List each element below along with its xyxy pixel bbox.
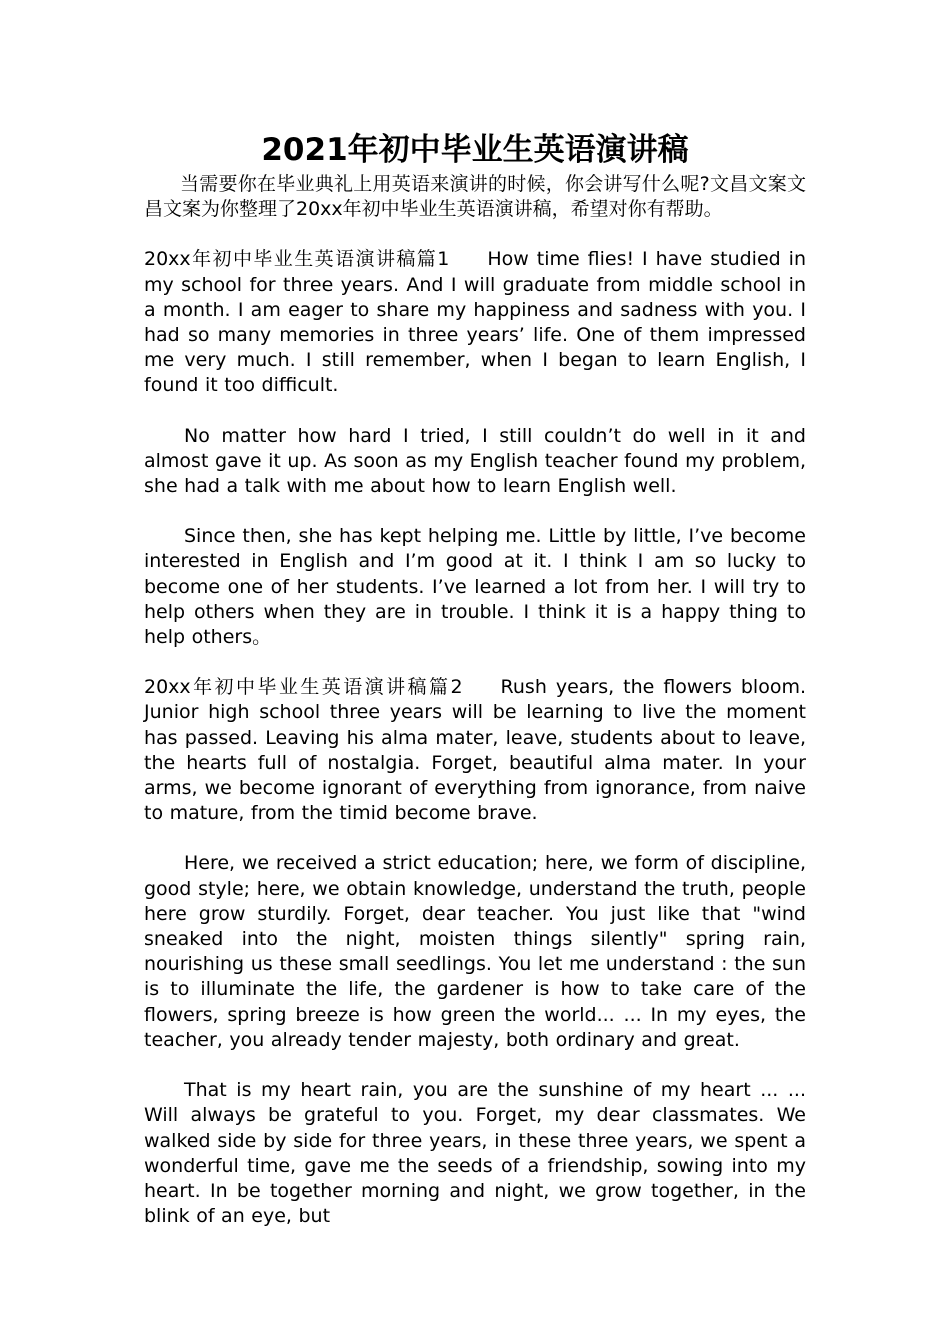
section-1-paragraph-2: No matter how hard I tried, I still couldn’t do well in it and almost gave it up. As soon as my English teacher found my problem, she had a talk with me about how to learn English well. bbox=[144, 424, 807, 498]
section-2-heading: 20xx年初中毕业生英语演讲稿篇2 bbox=[144, 676, 463, 699]
document-title: 2021年初中毕业生英语演讲稿 bbox=[261, 132, 689, 168]
section-1-paragraph-1-text: How time flies! I have studied in my school for three years. And I will graduate from middle school in a month. I am eager to share my happiness and sadness with you. I had so many memories in three years’ life. One of them impressed me very much. I still remember, when I began to learn English, I found it too difficult. bbox=[144, 248, 806, 397]
section-2-paragraph-3: That is my heart rain, you are the sunshine of my heart ... ... Will always be grateful to you. Forget, my dear classmates. We walked side by side for three years, in these three years, we spent a wonderful time, gave me the seeds of a friendship, sowing into my heart. In be together morning and night, we grow together, in the blink of an eye, but bbox=[144, 1079, 806, 1228]
section-1-paragraph-3: Since then, she has kept helping me. Little by little, I’ve become interested in English and I’m good at it. I think I am so lucky to become one of her students. I’ve learned a lot from her. I will try to help others when they are in trouble. I think it is a happy thing to help others。 bbox=[144, 525, 806, 649]
section-2-paragraph-1 bbox=[144, 675, 806, 826]
section-2-paragraph-1-text: Rush years, the flowers bloom. Junior high school three years will be learning to live the moment has passed. Leaving his alma mater, leave, students about to leave, the hearts full of nostalgia. Forget, beautiful alma mater. In your arms, we become ignorant of everything from ignorance, from naive to mature, from the timid become brave. bbox=[144, 676, 806, 825]
section-1-heading: 20xx年初中毕业生英语演讲稿篇1 bbox=[144, 248, 450, 271]
section-2-paragraph-2: Here, we received a strict education; here, we form of discipline, good style; here, we obtain knowledge, understand the truth, people here grow sturdily. Forget, dear teacher. You just like that "wind sneaked into the night, moisten things silently" spring rain, nourishing us these small seedlings. You let me understand : the sun is to illuminate the life, the gardener is how to take care of the flowers, spring breeze is how green the world... ... In my eyes, the teacher, you already tender majesty, both ordinary and great. bbox=[144, 852, 806, 1051]
intro-paragraph: 当需要你在毕业典礼上用英语来演讲的时候，你会讲写什么呢?文昌文案文昌文案为你整理了20xx年初中毕业生英语演讲稿，希望对你有帮助。 bbox=[144, 173, 806, 221]
document-page bbox=[144, 128, 806, 1229]
section-1-paragraph-1 bbox=[144, 247, 806, 398]
